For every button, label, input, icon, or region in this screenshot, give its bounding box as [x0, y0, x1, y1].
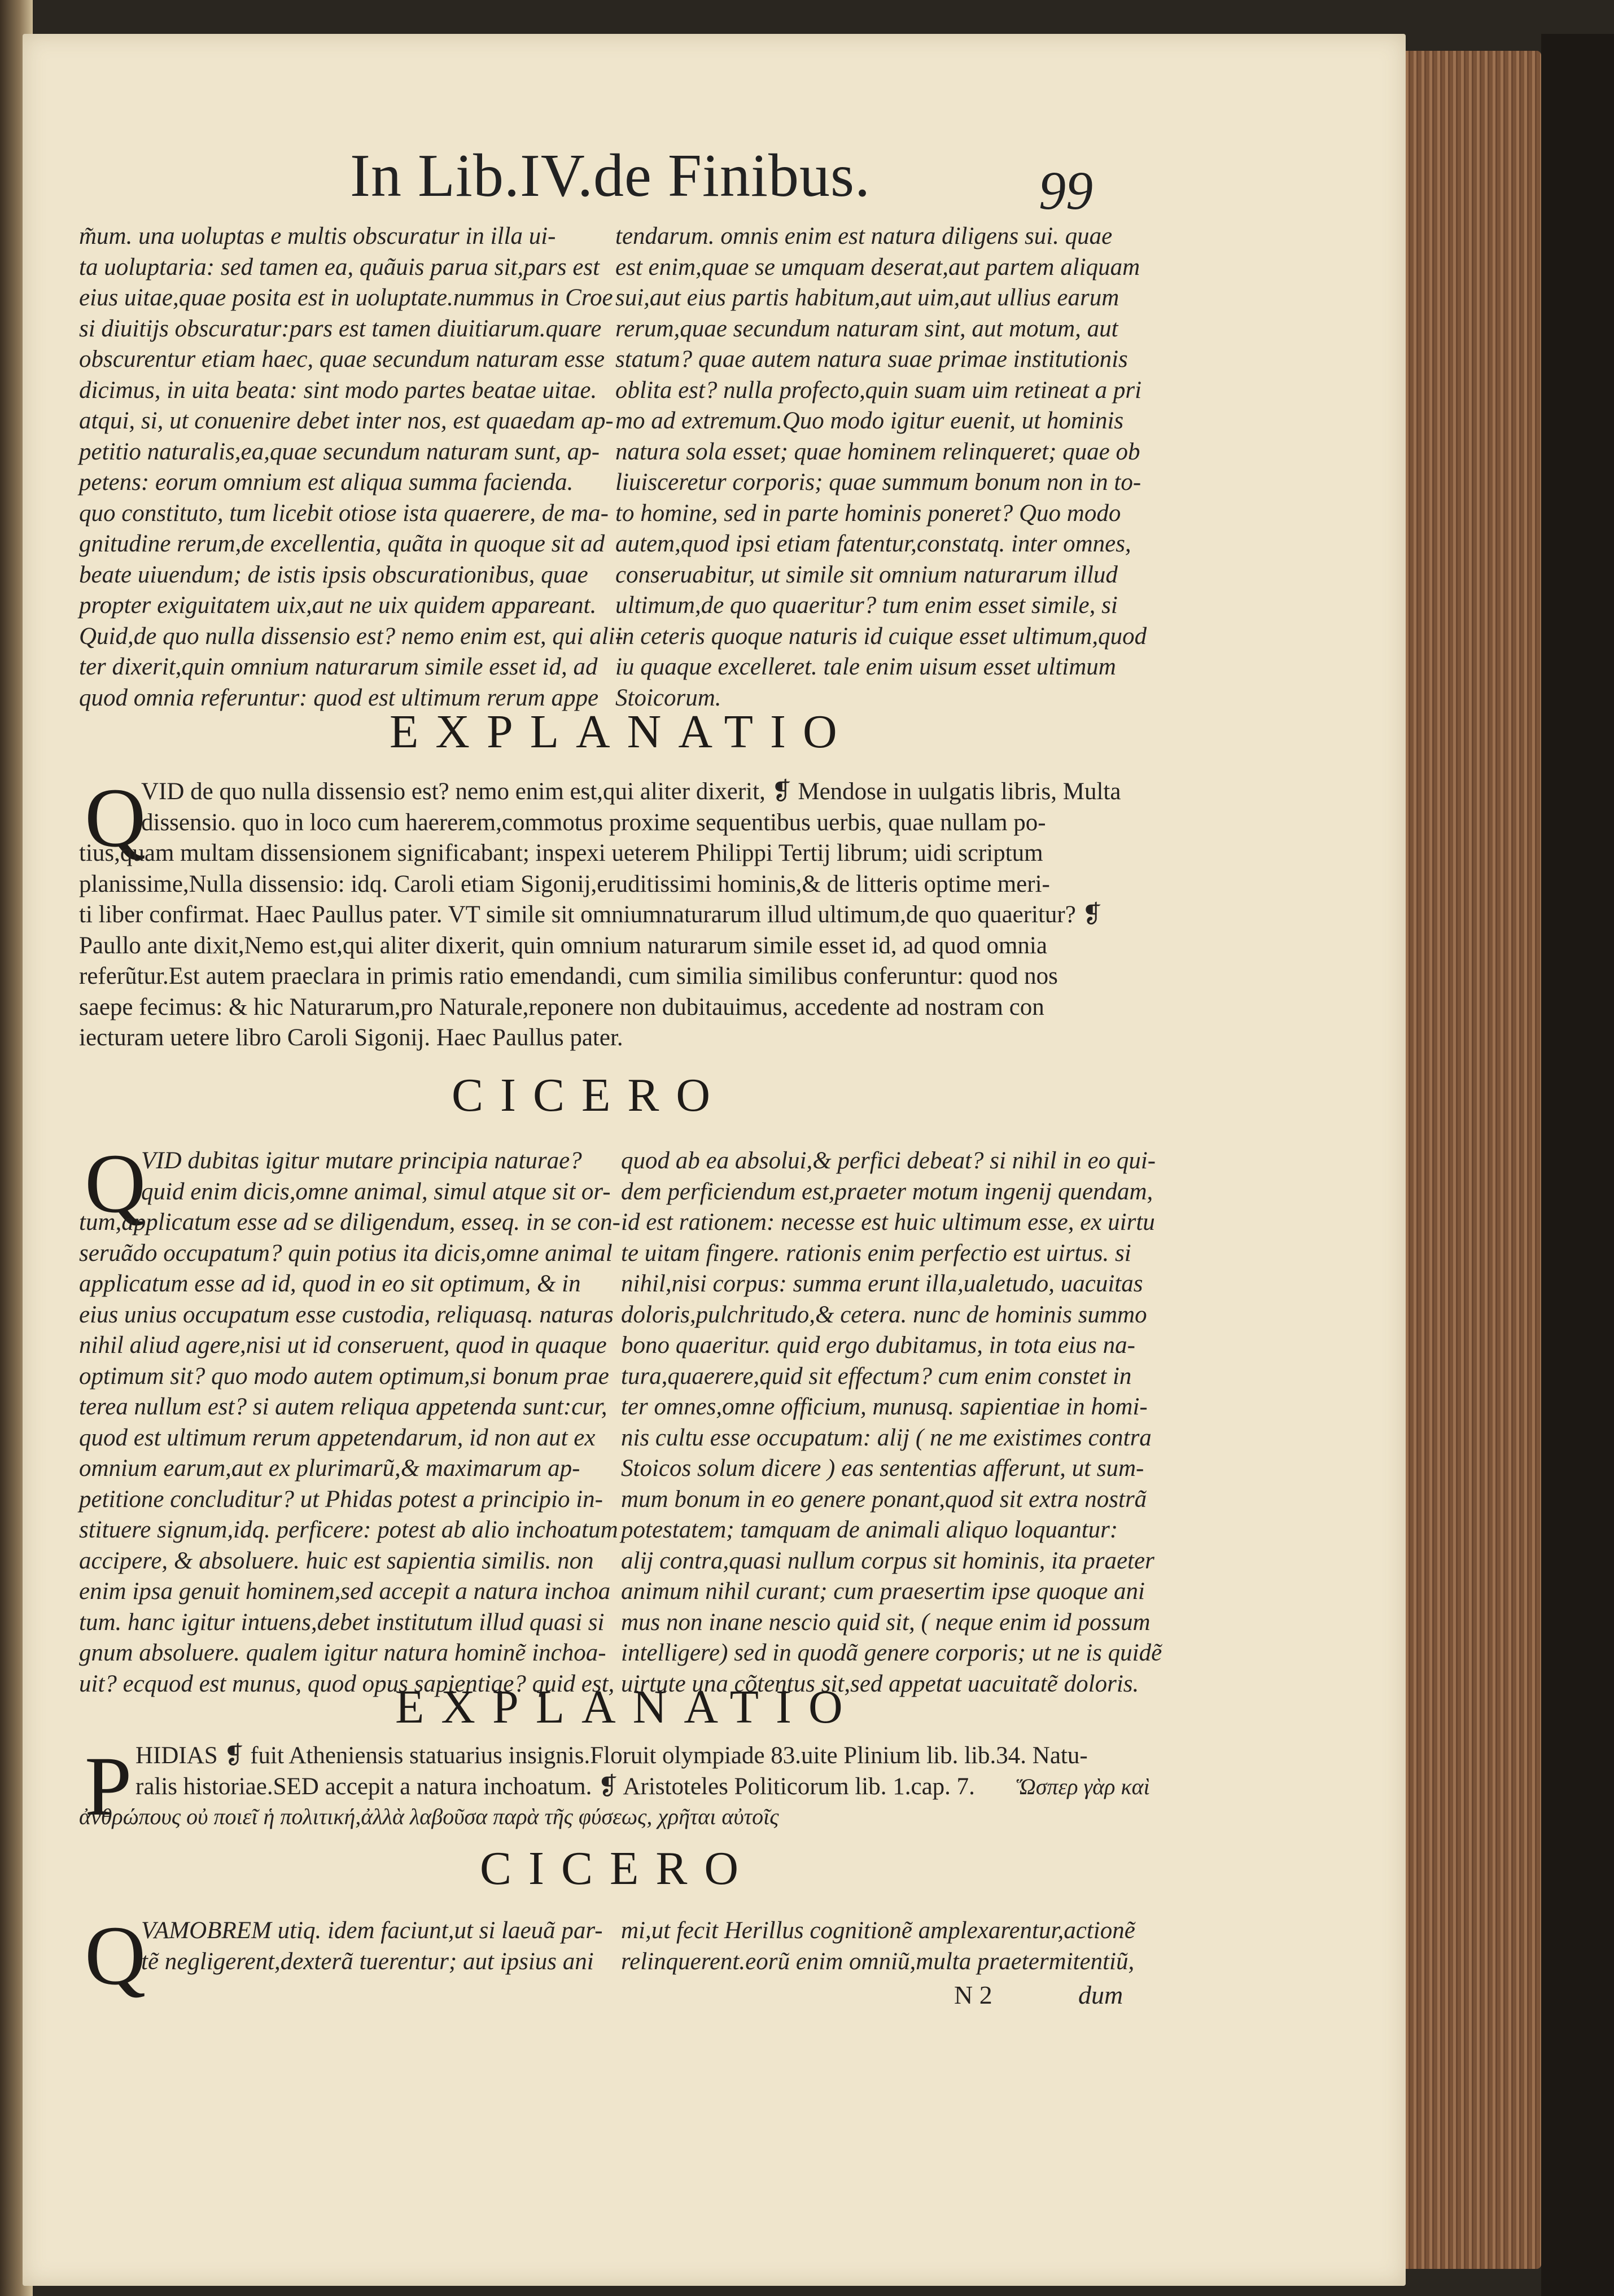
- text-line: gnum absoluere. qualem igitur natura hominẽ inchoa-: [79, 1640, 606, 1666]
- section-heading-explanatio: EXPLANATIO: [395, 1681, 860, 1733]
- text-line: VID de quo nulla dissensio est? nemo enim est,qui aliter dixerit, ❡ Mendose in uulgatis libris, Multa: [141, 778, 1121, 805]
- explanatio-2-body: [79, 1741, 1152, 1802]
- text-line: atqui, si, ut conuenire debet inter nos, est quaedam ap-: [79, 408, 614, 434]
- text-line: uirtute una cõtentus sit,sed appetat uacuitatẽ doloris.: [621, 1670, 1139, 1697]
- text-line: doloris,pulchritudo,& cetera. nunc de hominis summo: [621, 1301, 1147, 1328]
- text-line: si diuitijs obscuratur:pars est tamen diuitiarum.quare: [79, 315, 602, 342]
- text-line: dicimus, in uita beata: sint modo partes beatae uitae.: [79, 376, 597, 404]
- text-line: relinquerent.eorũ enim omniũ,multa praetermitentiũ,: [621, 1948, 1135, 1975]
- text-line: omnium earum,aut ex plurimarũ,& maximarum ap-: [79, 1455, 580, 1482]
- cicero-3-left-column: [79, 1916, 603, 1977]
- text-line: animum nihil curant; cum praesertim ipse quoque ani: [621, 1578, 1145, 1605]
- text-line: autem,quod ipsi etiam fatentur,constatq. inter omnes,: [615, 531, 1131, 557]
- text-line: est enim,quae se umquam deserat,aut partem aliquam: [615, 253, 1140, 281]
- text-line: mum bonum in eo genere ponant,quod sit extra nostrã: [621, 1486, 1147, 1513]
- text-line: tum. hanc igitur intuens,debet institutum illud quasi si: [79, 1609, 605, 1636]
- text-line: HIDIAS ❡ fuit Atheniensis statuarius insignis.Floruit olympiade 83.uite Plinium lib. lib.34. Natu-: [135, 1742, 1088, 1769]
- cicero-1-right-column: [615, 221, 1147, 713]
- text-line: statum? quae autem natura suae primae institutionis: [615, 346, 1128, 373]
- text-line: obscurentur etiam haec, quae secundum naturam esse: [79, 346, 605, 373]
- text-line: ta uoluptaria: sed tamen ea, quãuis parua sit,pars est: [79, 253, 600, 281]
- text-line: tura,quaerere,quid sit effectum? cum enim constet in: [621, 1362, 1132, 1390]
- text-line: m̃um. una uoluptas e multis obscuratur in illa ui-: [79, 223, 556, 249]
- text-line: eius uitae,quae posita est in uoluptate.nummus in Croe: [79, 284, 613, 311]
- text-line: sui,aut eius partis habitum,aut uim,aut ullius earum: [615, 284, 1119, 311]
- text-line: quod est ultimum rerum appetendarum, id non aut ex: [79, 1424, 596, 1451]
- text-line: optimum sit? quo modo autem optimum,si bonum prae: [79, 1362, 609, 1390]
- text-line: quod ab ea absolui,& perfici debeat? si nihil in eo qui-: [621, 1147, 1156, 1174]
- text-line: propter exiguitatem uix,aut ne uix quidem appareant.: [79, 592, 597, 619]
- text-line: dissensio. quo in loco cum haererem,commotus proxime sequentibus uerbis, quae nullam po-: [141, 809, 1046, 836]
- running-head: In Lib.IV.de Finibus.: [350, 142, 871, 209]
- text-line: dem perficiendum est,praeter motum ingenij quendam,: [621, 1178, 1153, 1205]
- section-heading-explanatio: EXPLANATIO: [390, 706, 854, 758]
- catchword: dum: [1078, 1980, 1123, 2009]
- text-line: iecturam uetere libro Caroli Sigonij. Haec Paullus pater.: [79, 1024, 623, 1051]
- page-fore-edge: [1394, 51, 1541, 2269]
- text-line: tum,applicatum esse ad se diligendum, esseq. in se con-: [79, 1209, 620, 1235]
- signature-mark: N 2: [954, 1980, 992, 2009]
- cicero-1-left-column: [79, 221, 623, 713]
- text-line: Stoicos solum dicere ) eas sententias afferunt, ut sum-: [621, 1455, 1144, 1482]
- text-line: petens: eorum omnium est aliqua summa facienda.: [79, 469, 574, 496]
- text-line: to homine, sed in parte hominis poneret? Quo modo: [615, 499, 1121, 527]
- text-line: id est rationem: necesse est huic ultimum esse, ex uirtu: [621, 1209, 1155, 1235]
- text-line: ultimum,de quo quaeritur? tum enim esset simile, si: [615, 592, 1118, 619]
- section-heading-cicero: CICERO: [452, 1069, 728, 1121]
- text-line: saepe fecimus: & hic Naturarum,pro Naturale,reponere non dubitauimus, accedente ad nostram con: [79, 993, 1044, 1020]
- text-line: tendarum. omnis enim est natura diligens sui. quae: [615, 223, 1113, 249]
- greek-quotation-line: ἀνθρώπους οὐ ποιεῖ ἡ πολιτική,ἀλλὰ λαβοῦσα παρὰ τῆς φύσεως, χρῆται αὐτοῖς: [79, 1804, 779, 1829]
- text-line: nihil aliud agere,nisi ut id conseruent, quod in quaque: [79, 1332, 607, 1359]
- text-line: nis cultu esse occupatum: alij ( ne me existimes contra: [621, 1424, 1152, 1451]
- greek-quotation-start: Ὥσπερ γὰρ καὶ: [1016, 1774, 1150, 1799]
- text-line: stituere signum,idq. perficere: potest ab alio inchoatum: [79, 1517, 618, 1543]
- section-heading-cicero: CICERO: [480, 1842, 756, 1895]
- text-line: mi,ut fecit Herillus cognitionẽ amplexarentur,actionẽ: [621, 1917, 1135, 1944]
- text-line: petitione concluditur? ut Phidas potest a principio in-: [79, 1486, 603, 1513]
- text-line: Paullo ante dixit,Nemo est,qui aliter dixerit, quin omnium naturarum simile esset id, ad quod omnia: [79, 932, 1047, 959]
- drop-cap: Q: [85, 1137, 146, 1230]
- text-line: accipere, & absoluere. huic est sapientia similis. non: [79, 1547, 594, 1574]
- text-line: gnitudine rerum,de excellentia, quãta in quoque sit ad: [79, 531, 605, 557]
- text-line: seruãdo occupatum? quin potius ita dicis,omne animal: [79, 1239, 613, 1267]
- cicero-2-right-column: [621, 1146, 1162, 1699]
- text-line: quod omnia referuntur: quod est ultimum rerum appe: [79, 684, 599, 711]
- cicero-2-left-column: [79, 1146, 620, 1699]
- text-line: beate uiuendum; de istis ipsis obscurationibus, quae: [79, 561, 588, 588]
- text-line: conseruabitur, ut simile sit omnium naturarum illud: [615, 561, 1118, 588]
- text-line: eius unius occupatum esse custodia, reliquasq. naturas: [79, 1301, 614, 1328]
- text-line: quid enim dicis,omne animal, simul atque sit or-: [141, 1178, 611, 1205]
- text-line: tius,quam multam dissensionem significabant; inspexi ueterem Philippi Tertij librum; uidi scriptum: [79, 840, 1043, 866]
- text-line: ralis historiae.SED accepit a natura inchoatum. ❡ Aristoteles Politicorum lib. 1.cap. 7.: [135, 1773, 975, 1800]
- text-line: Stoicorum.: [615, 684, 721, 711]
- text-line: in ceteris quoque naturis id cuique esset ultimum,quod: [615, 623, 1147, 650]
- text-line: petitio naturalis,ea,quae secundum naturam sunt, ap-: [79, 438, 600, 465]
- text-line: applicatum esse ad id, quod in eo sit optimum, & in: [79, 1270, 581, 1297]
- drop-cap: Q: [85, 771, 146, 865]
- text-line: iu quaque excelleret. tale enim uisum esset ultimum: [615, 654, 1116, 680]
- text-line: oblita est? nulla profecto,quin suam uim retineat a pri: [615, 376, 1142, 404]
- text-line: intelligere) sed in quodã genere corporis; ut ne is quidẽ: [621, 1640, 1162, 1666]
- explanatio-1-body: [79, 771, 1152, 1054]
- text-line: ti liber confirmat. Haec Paullus pater. VT simile sit omniumnaturarum illud ultimum,de quo quaeritur? ❡: [79, 901, 1103, 928]
- text-line: bono quaeritur. quid ergo dubitamus, in tota eius na-: [621, 1332, 1135, 1359]
- drop-cap: Q: [85, 1909, 146, 2003]
- text-line: VID dubitas igitur mutare principia naturae?: [141, 1147, 582, 1174]
- text-line: VAMOBREM utiq. idem faciunt,ut si laeuã par-: [141, 1917, 603, 1944]
- text-line: Quid,de quo nulla dissensio est? nemo enim est, qui ali-: [79, 623, 623, 650]
- text-line: liuisceretur corporis; quae summum bonum non in to-: [615, 469, 1141, 496]
- text-line: natura sola esset; quae hominem relinqueret; quae ob: [615, 438, 1140, 465]
- drop-cap: P: [85, 1739, 132, 1833]
- text-line: uit? ecquod est munus, quod opus sapientiae? quid est,: [79, 1670, 615, 1697]
- folio-number: 99: [1039, 160, 1093, 221]
- cicero-3-right-column: [621, 1916, 1146, 1977]
- text-line: ter omnes,omne officium, munusq. sapientiae in homi-: [621, 1394, 1148, 1420]
- text-line: mus non inane nescio quid sit, ( neque enim id possum: [621, 1609, 1151, 1636]
- text-line: mo ad extremum.Quo modo igitur euenit, ut hominis: [615, 408, 1124, 434]
- text-line: terea nullum est? si autem reliqua appetenda sunt:cur,: [79, 1394, 607, 1420]
- text-line: te uitam fingere. rationis enim perfectio est uirtus. si: [621, 1239, 1131, 1267]
- text-line: referũtur.Est autem praeclara in primis ratio emendandi, cum similia similibus conferuntur: quod nos: [79, 963, 1058, 989]
- text-line: potestatem; tamquam de animali aliquo loquantur:: [621, 1517, 1118, 1543]
- text-line: enim ipsa genuit hominem,sed accepit a natura inchoa: [79, 1578, 611, 1605]
- text-line: planissime,Nulla dissensio: idq. Caroli etiam Sigonij,eruditissimi hominis,& de litteris optime meri-: [79, 870, 1050, 897]
- text-line: ter dixerit,quin omnium naturarum simile esset id, ad: [79, 654, 598, 680]
- text-line: nihil,nisi corpus: summa erunt illa,ualetudo, uacuitas: [621, 1270, 1143, 1297]
- book-cover-edge: [1541, 34, 1614, 2296]
- text-line: rerum,quae secundum naturam sint, aut motum, aut: [615, 315, 1118, 342]
- text-line: tẽ negligerent,dexterã tuerentur; aut ipsius ani: [141, 1948, 594, 1975]
- text-line: alij contra,quasi nullum corpus sit hominis, ita praeter: [621, 1547, 1154, 1574]
- text-line: quo constituto, tum licebit otiose ista quaerere, de ma-: [79, 499, 609, 527]
